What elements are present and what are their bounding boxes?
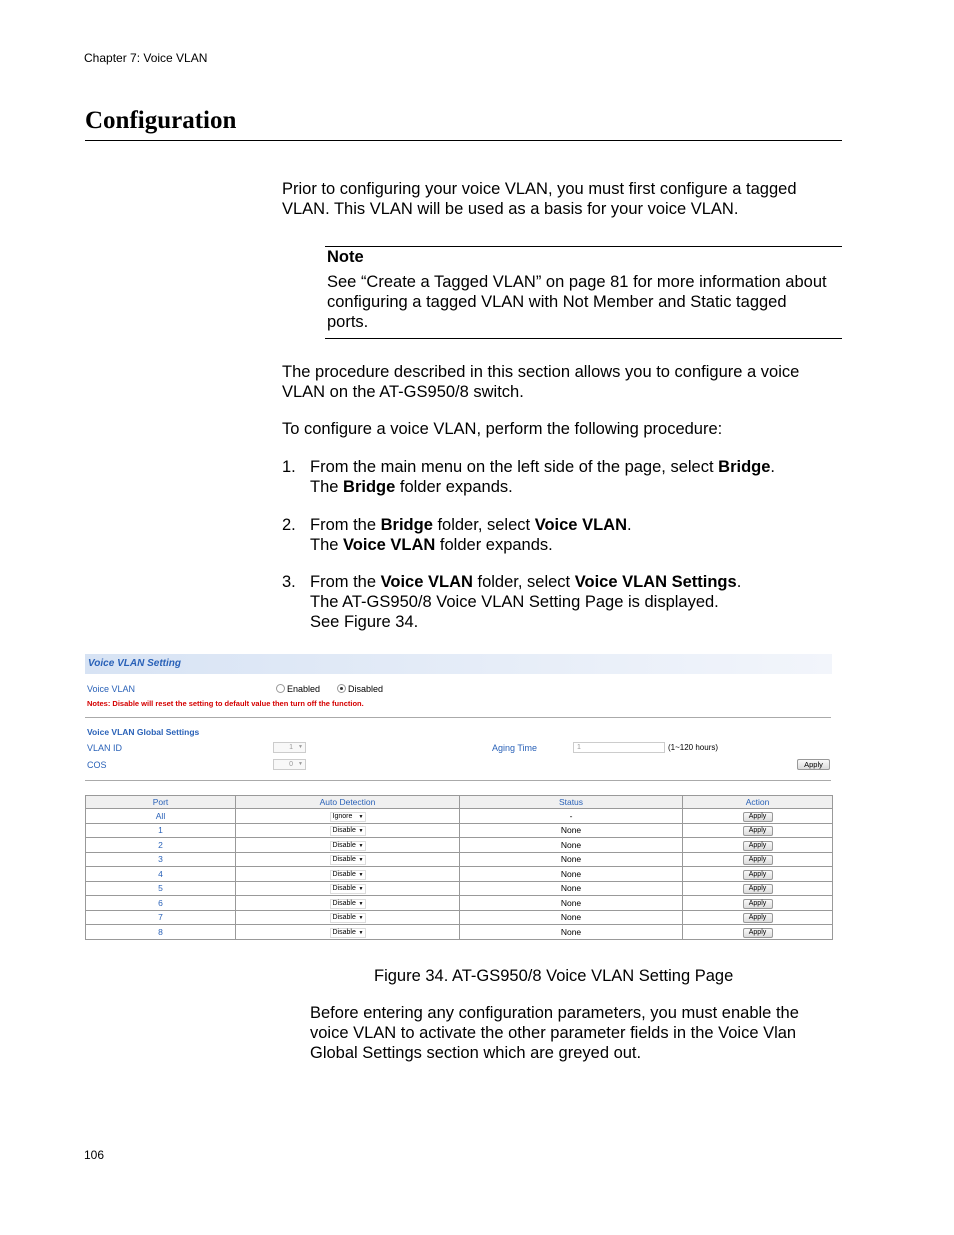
row-apply-button[interactable]: Apply	[743, 899, 773, 909]
step-2: 2. From the Bridge folder, select Voice VLAN. The Voice VLAN folder expands.	[282, 516, 632, 554]
action-cell	[683, 823, 833, 838]
row-apply-button[interactable]: Apply	[743, 884, 773, 894]
auto-detection-cell	[236, 838, 460, 853]
auto-detection-cell	[236, 809, 460, 824]
status-cell: -	[460, 809, 683, 824]
intro-paragraph: Prior to configuring your voice VLAN, you must first configure a tagged VLAN. This VLAN will be used as a basis for your voice VLAN.	[282, 180, 797, 218]
port-cell: 3	[86, 852, 236, 867]
table-row	[86, 809, 833, 824]
table-row	[86, 881, 833, 896]
action-cell	[683, 881, 833, 896]
column-header-status: Status	[460, 796, 683, 809]
note-body: See “Create a Tagged VLAN” on page 81 for more information about configuring a tagged VLAN with Not Member and Static tagged ports.	[327, 273, 827, 331]
table-row	[86, 838, 833, 853]
table-row	[86, 910, 833, 925]
row-apply-button[interactable]: Apply	[743, 855, 773, 865]
status-cell: None	[460, 867, 683, 882]
column-header-action: Action	[683, 796, 833, 809]
port-settings-table	[85, 795, 833, 940]
figure-title-bar: Voice VLAN Setting	[85, 654, 832, 674]
heading-divider	[85, 140, 842, 141]
voice-vlan-label: Voice VLAN	[87, 684, 136, 694]
section-heading: Configuration	[85, 107, 237, 134]
auto-detection-select[interactable]: Disable ▼	[330, 841, 366, 851]
row-apply-button[interactable]: Apply	[743, 913, 773, 923]
action-cell	[683, 925, 833, 940]
disable-notes: Notes: Disable will reset the setting to default value then turn off the function.	[87, 699, 364, 708]
auto-detection-select[interactable]: Disable ▼	[330, 855, 366, 865]
port-cell: All	[86, 809, 236, 824]
table-row	[86, 925, 833, 940]
status-cell: None	[460, 925, 683, 940]
figure-divider	[85, 717, 831, 718]
row-apply-button[interactable]: Apply	[743, 826, 773, 836]
closing-paragraph: Before entering any configuration parameters, you must enable the voice VLAN to activate the other parameter fields in the Voice Vlan Global Settings section which are greyed out.	[310, 1004, 799, 1062]
step-number: 3.	[282, 573, 296, 591]
status-cell: None	[460, 852, 683, 867]
port-cell: 1	[86, 823, 236, 838]
action-cell	[683, 852, 833, 867]
action-cell	[683, 896, 833, 911]
auto-detection-cell	[236, 896, 460, 911]
port-cell: 2	[86, 838, 236, 853]
page-number: 106	[84, 1148, 105, 1162]
port-cell: 5	[86, 881, 236, 896]
table-row	[86, 896, 833, 911]
action-cell	[683, 910, 833, 925]
column-header-auto-detection: Auto Detection	[236, 796, 460, 809]
status-cell: None	[460, 896, 683, 911]
step-3: 3. From the Voice VLAN folder, select Voice VLAN Settings. The AT-GS950/8 Voice VLAN Setting Page is displayed. See Figure 34.	[282, 573, 742, 631]
status-cell: None	[460, 823, 683, 838]
auto-detection-cell	[236, 910, 460, 925]
port-cell: 8	[86, 925, 236, 940]
row-apply-button[interactable]: Apply	[743, 812, 773, 822]
procedure-paragraph: The procedure described in this section allows you to configure a voice VLAN on the AT-GS950/8 switch.	[282, 363, 800, 401]
enabled-radio-group[interactable]: Enabled	[276, 684, 320, 694]
aging-time-hint: (1~120 hours)	[668, 743, 719, 752]
auto-detection-select[interactable]: Disable ▼	[330, 928, 366, 938]
cos-select[interactable]: 0 ▼	[273, 759, 306, 770]
enabled-radio[interactable]	[276, 684, 285, 693]
action-cell	[683, 809, 833, 824]
vlan-id-label: VLAN ID	[87, 743, 123, 753]
global-settings-title: Voice VLAN Global Settings	[87, 727, 200, 737]
status-cell: None	[460, 881, 683, 896]
procedure-intro: To configure a voice VLAN, perform the following procedure:	[282, 420, 723, 438]
auto-detection-select[interactable]: Disable ▼	[330, 913, 366, 923]
step-number: 2.	[282, 516, 296, 534]
aging-time-input[interactable]: 1	[573, 742, 665, 753]
figure-caption: Figure 34. AT-GS950/8 Voice VLAN Setting Page	[374, 967, 734, 985]
auto-detection-cell	[236, 867, 460, 882]
row-apply-button[interactable]: Apply	[743, 870, 773, 880]
figure-divider	[85, 780, 831, 781]
port-cell: 7	[86, 910, 236, 925]
table-row	[86, 852, 833, 867]
row-apply-button[interactable]: Apply	[743, 928, 773, 938]
global-apply-button[interactable]: Apply	[797, 759, 830, 770]
chapter-header: Chapter 7: Voice VLAN	[84, 51, 208, 65]
note-title: Note	[327, 248, 364, 266]
port-cell: 6	[86, 896, 236, 911]
column-header-port: Port	[86, 796, 236, 809]
status-cell: None	[460, 838, 683, 853]
auto-detection-select[interactable]: Disable ▼	[330, 899, 366, 909]
action-cell	[683, 867, 833, 882]
auto-detection-select[interactable]: Disable ▼	[330, 870, 366, 880]
disabled-radio[interactable]	[337, 684, 346, 693]
table-row	[86, 867, 833, 882]
cos-label: COS	[87, 760, 107, 770]
auto-detection-select[interactable]: Disable ▼	[330, 826, 366, 836]
table-header-row	[86, 796, 833, 809]
status-cell: None	[460, 910, 683, 925]
disabled-radio-group[interactable]: Disabled	[337, 684, 383, 694]
vlan-id-select[interactable]: 1 ▼	[273, 742, 306, 753]
auto-detection-select[interactable]: Ignore ▼	[330, 812, 366, 822]
action-cell	[683, 838, 833, 853]
auto-detection-cell	[236, 823, 460, 838]
table-row	[86, 823, 833, 838]
aging-time-label: Aging Time	[492, 743, 538, 753]
auto-detection-cell	[236, 925, 460, 940]
auto-detection-select[interactable]: Disable ▼	[330, 884, 366, 894]
row-apply-button[interactable]: Apply	[743, 841, 773, 851]
voice-vlan-setting-figure	[85, 654, 832, 944]
auto-detection-cell	[236, 852, 460, 867]
note-bottom-rule	[325, 338, 842, 339]
port-cell: 4	[86, 867, 236, 882]
auto-detection-cell	[236, 881, 460, 896]
step-number: 1.	[282, 458, 296, 476]
note-top-rule	[325, 246, 842, 247]
step-1: 1. From the main menu on the left side of the page, select Bridge. The Bridge folder expands.	[282, 458, 776, 496]
